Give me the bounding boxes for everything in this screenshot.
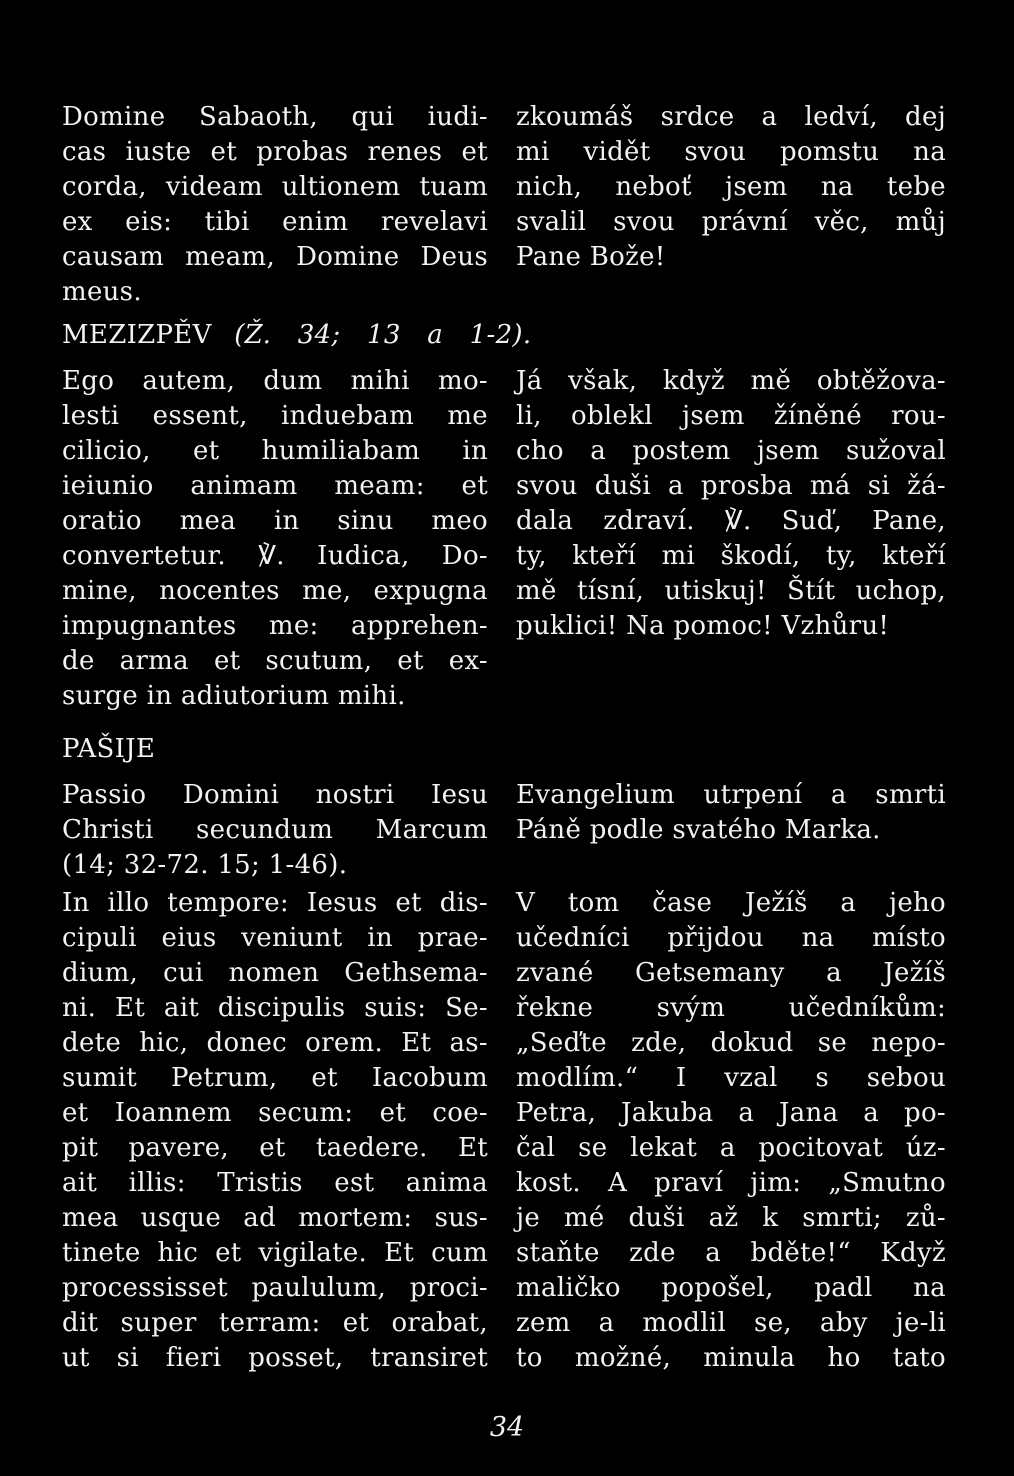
text-line: zem a modlil se, aby je-li xyxy=(516,1308,946,1338)
text-line: „Seďte zde, dokud se nepo- xyxy=(516,1028,946,1058)
text-line: Passio Domini nostri Iesu xyxy=(62,780,488,810)
gradual-reference: (Ž. 34; 13 a 1-2). xyxy=(234,320,532,350)
text-line: Evangelium utrpení a smrti xyxy=(516,780,946,810)
text-line: Christi secundum Marcum xyxy=(62,815,488,845)
text-line: meus. xyxy=(62,277,142,307)
text-line: čal se lekat a pocitovat úz- xyxy=(516,1133,946,1163)
text-line: causam meam, Domine Deus xyxy=(62,242,488,272)
text-line: maličko popošel, padl na xyxy=(516,1273,946,1303)
text-line: mi vidět svou pomstu na xyxy=(516,137,946,167)
text-line: lesti essent, induebam me xyxy=(62,401,488,431)
text-line: je mé duši až k smrti; zů- xyxy=(516,1203,946,1233)
text-line: staňte zde a bděte!“ Když xyxy=(516,1238,946,1268)
text-line: dala zdraví. ℣. Suď, Pane, xyxy=(516,506,946,536)
text-line: (14; 32-72. 15; 1-46). xyxy=(62,850,348,880)
text-line: mine, nocentes me, expugna xyxy=(62,576,488,606)
text-line: kost. A praví jim: „Smutno xyxy=(516,1168,946,1198)
page-number: 34 xyxy=(489,1412,525,1443)
text-line: ty, kteří mi škodí, ty, kteří xyxy=(516,541,946,571)
text-line: učedníci přijdou na místo xyxy=(516,923,946,953)
text-line: impugnantes me: apprehen- xyxy=(62,611,488,641)
text-line: cilicio, et humiliabam in xyxy=(62,436,488,466)
text-line: li, oblekl jsem žíněné rou- xyxy=(516,401,946,431)
text-line: ni. Et ait discipulis suis: Se- xyxy=(62,993,488,1023)
text-line: convertetur. ℣. Iudica, Do- xyxy=(62,541,488,571)
text-line: dium, cui nomen Gethsema- xyxy=(62,958,488,988)
text-line: surge in adiutorium mihi. xyxy=(62,681,406,711)
text-line: mea usque ad mortem: sus- xyxy=(62,1203,488,1233)
text-line: tinete hic et vigilate. Et cum xyxy=(62,1238,488,1268)
text-line: zkoumáš srdce a ledví, dej xyxy=(516,102,946,132)
text-line: oratio mea in sinu meo xyxy=(62,506,488,536)
passion-heading: PAŠIJE xyxy=(62,734,156,764)
text-line: dit super terram: et orabat, xyxy=(62,1308,488,1338)
text-line: svalil svou právní věc, můj xyxy=(516,207,946,237)
text-line: corda, videam ultionem tuam xyxy=(62,172,488,202)
text-line: processisset paululum, proci- xyxy=(62,1273,488,1303)
text-line: puklici! Na pomoc! Vzhůru! xyxy=(516,611,890,641)
gradual-heading xyxy=(62,318,582,353)
text-line: Páně podle svatého Marka. xyxy=(516,815,881,845)
text-line: et Ioannem secum: et coe- xyxy=(62,1098,488,1128)
text-line: V tom čase Ježíš a jeho xyxy=(516,888,946,918)
text-line: dete hic, donec orem. Et as- xyxy=(62,1028,488,1058)
text-line: ait illis: Tristis est anima xyxy=(62,1168,488,1198)
text-line: řekne svým učedníkům: xyxy=(516,993,946,1023)
text-line: ut si fieri posset, transiret xyxy=(62,1343,488,1373)
text-line: cas iuste et probas renes et xyxy=(62,137,488,167)
text-line: cho a postem jsem sužoval xyxy=(516,436,946,466)
text-line: Ego autem, dum mihi mo- xyxy=(62,366,488,396)
text-line: In illo tempore: Iesus et dis- xyxy=(62,888,488,918)
gradual-label: MEZIZPĚV xyxy=(62,320,212,350)
text-line: pit pavere, et taedere. Et xyxy=(62,1133,488,1163)
text-line: modlím.“ I vzal s sebou xyxy=(516,1063,946,1093)
text-line: sumit Petrum, et Iacobum xyxy=(62,1063,488,1093)
text-line: zvané Getsemany a Ježíš xyxy=(516,958,946,988)
text-line: nich, neboť jsem na tebe xyxy=(516,172,946,202)
text-line: mě tísní, utiskuj! Štít uchop, xyxy=(516,576,946,606)
text-line: Domine Sabaoth, qui iudi- xyxy=(62,102,488,132)
text-line: to možné, minula ho tato xyxy=(516,1343,946,1373)
text-line: Petra, Jakuba a Jana a po- xyxy=(516,1098,946,1128)
text-line: Pane Bože! xyxy=(516,242,666,272)
text-line: Já však, když mě obtěžova- xyxy=(516,366,946,396)
text-line: ex eis: tibi enim revelavi xyxy=(62,207,488,237)
text-line: svou duši a prosba má si žá- xyxy=(516,471,946,501)
text-line: ieiunio animam meam: et xyxy=(62,471,488,501)
text-line: de arma et scutum, et ex- xyxy=(62,646,488,676)
text-line: cipuli eius veniunt in prae- xyxy=(62,923,488,953)
